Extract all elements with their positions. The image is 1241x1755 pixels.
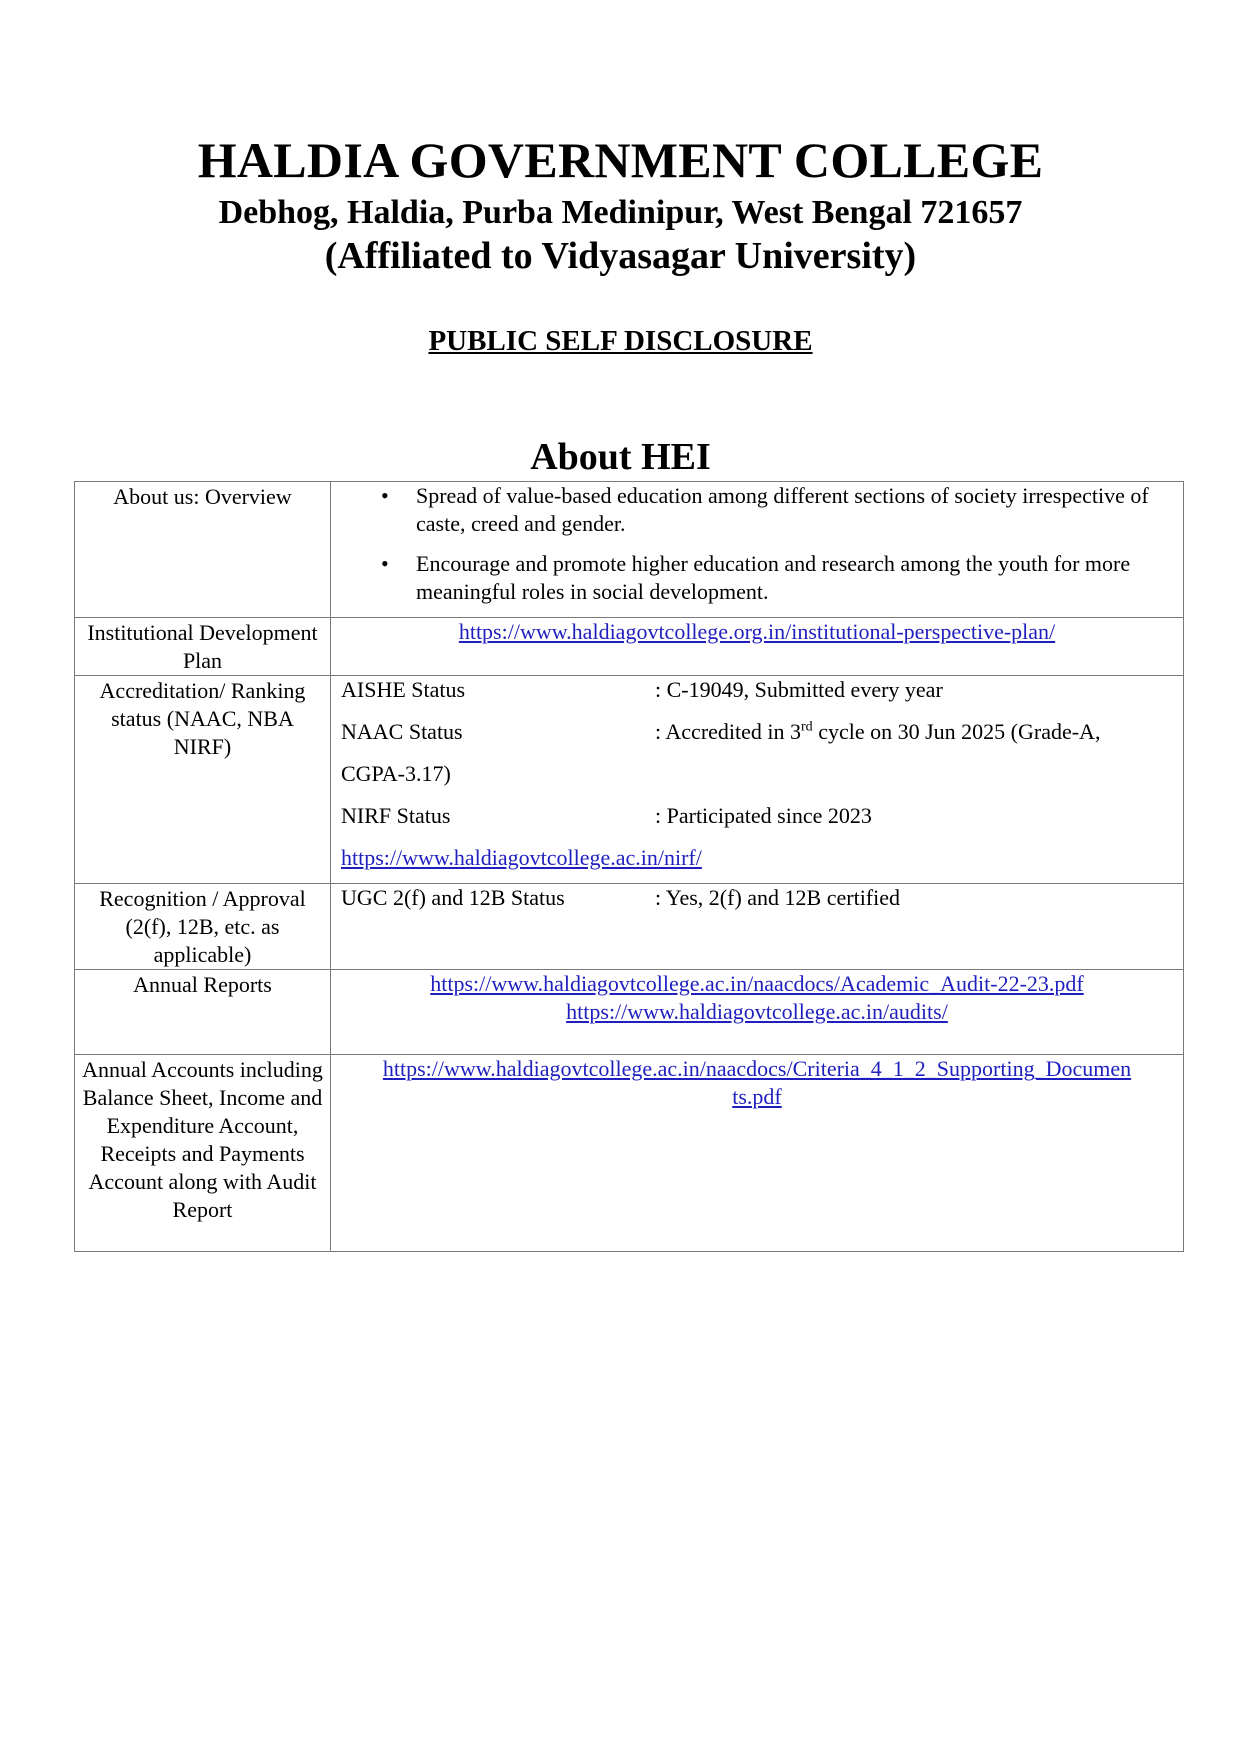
- development-plan-value: [331, 618, 1184, 676]
- aishe-status-key: AISHE Status: [341, 677, 466, 702]
- naac-status-row: [341, 718, 1173, 746]
- naac-value-prefix: : Accredited in 3: [655, 719, 802, 744]
- nirf-link[interactable]: https://www.haldiagovtcollege.ac.in/nirf/: [341, 845, 702, 870]
- naac-status-value: [655, 718, 1173, 746]
- table-row-development-plan: [75, 618, 1184, 676]
- aishe-status-row: [341, 676, 1173, 704]
- naac-status-key: NAAC Status: [341, 719, 463, 744]
- annual-accounts-link-line2[interactable]: ts.pdf: [732, 1084, 782, 1109]
- college-address: Debhog, Haldia, Purba Medinipur, West Bengal 721657: [218, 194, 1023, 231]
- college-name: HALDIA GOVERNMENT COLLEGE: [197, 132, 1044, 188]
- ugc-status-key: UGC 2(f) and 12B Status: [341, 885, 565, 910]
- naac-status-continuation: CGPA-3.17): [341, 761, 451, 786]
- nirf-link-row: [341, 844, 1173, 872]
- overview-bullet-text: Encourage and promote higher education and research among the youth for more meaningful roles in social development.: [416, 551, 1131, 604]
- recognition-value: [331, 884, 1184, 970]
- annual-reports-label: Annual Reports: [75, 970, 331, 1055]
- nirf-status-row: [341, 802, 1173, 830]
- table-row-accreditation: [75, 676, 1184, 884]
- overview-bullet-list: [341, 482, 1173, 606]
- overview-label: About us: Overview: [75, 482, 331, 618]
- annual-report-link-academic-audit[interactable]: https://www.haldiagovtcollege.ac.in/naacdocs/Academic_Audit-22-23.pdf: [430, 971, 1084, 996]
- overview-bullet-text: Spread of value-based education among different sections of society irrespective of caste, creed and gender.: [416, 483, 1149, 536]
- annual-reports-value: [331, 970, 1184, 1055]
- bullet-icon: •: [381, 551, 389, 576]
- nirf-status-key: NIRF Status: [341, 803, 451, 828]
- annual-report-link-audits[interactable]: https://www.haldiagovtcollege.ac.in/audits/: [566, 999, 948, 1024]
- annual-accounts-link-line1[interactable]: https://www.haldiagovtcollege.ac.in/naacdocs/Criteria_4_1_2_Supporting_Documen: [382, 1056, 1132, 1081]
- table-row-recognition: [75, 884, 1184, 970]
- naac-value-sup: rd: [801, 719, 813, 735]
- college-affiliation: (Affiliated to Vidyasagar University): [324, 235, 917, 277]
- development-plan-link[interactable]: https://www.haldiagovtcollege.org.in/institutional-perspective-plan/: [458, 619, 1056, 644]
- nirf-status-value: : Participated since 2023: [655, 803, 872, 828]
- list-item: [341, 482, 1173, 538]
- ugc-status-value: : Yes, 2(f) and 12B certified: [655, 885, 901, 910]
- table-row-annual-reports: [75, 970, 1184, 1055]
- development-plan-label: Institutional Development Plan: [75, 618, 331, 676]
- accreditation-label: Accreditation/ Ranking status (NAAC, NBA NIRF): [75, 676, 331, 884]
- list-item: [341, 550, 1173, 606]
- overview-value: [331, 482, 1184, 618]
- aishe-status-value: : C-19049, Submitted every year: [655, 677, 943, 702]
- about-hei-table: [74, 481, 1184, 1252]
- annual-accounts-value: [331, 1055, 1184, 1252]
- recognition-label: Recognition / Approval (2(f), 12B, etc. as applicable): [75, 884, 331, 970]
- bullet-icon: •: [381, 483, 389, 508]
- naac-value-suffix: cycle on 30 Jun 2025 (Grade-A,: [812, 719, 1101, 744]
- document-title: PUBLIC SELF DISCLOSURE: [428, 325, 813, 357]
- accreditation-value: [331, 676, 1184, 884]
- table-row-annual-accounts: [75, 1055, 1184, 1252]
- table-row-overview: [75, 482, 1184, 618]
- annual-accounts-label: Annual Accounts including Balance Sheet, Income and Expenditure Account, Receipts and Payments Account along with Audit Report: [75, 1055, 331, 1252]
- section-title: About HEI: [530, 436, 711, 478]
- ugc-status-row: [341, 884, 1173, 912]
